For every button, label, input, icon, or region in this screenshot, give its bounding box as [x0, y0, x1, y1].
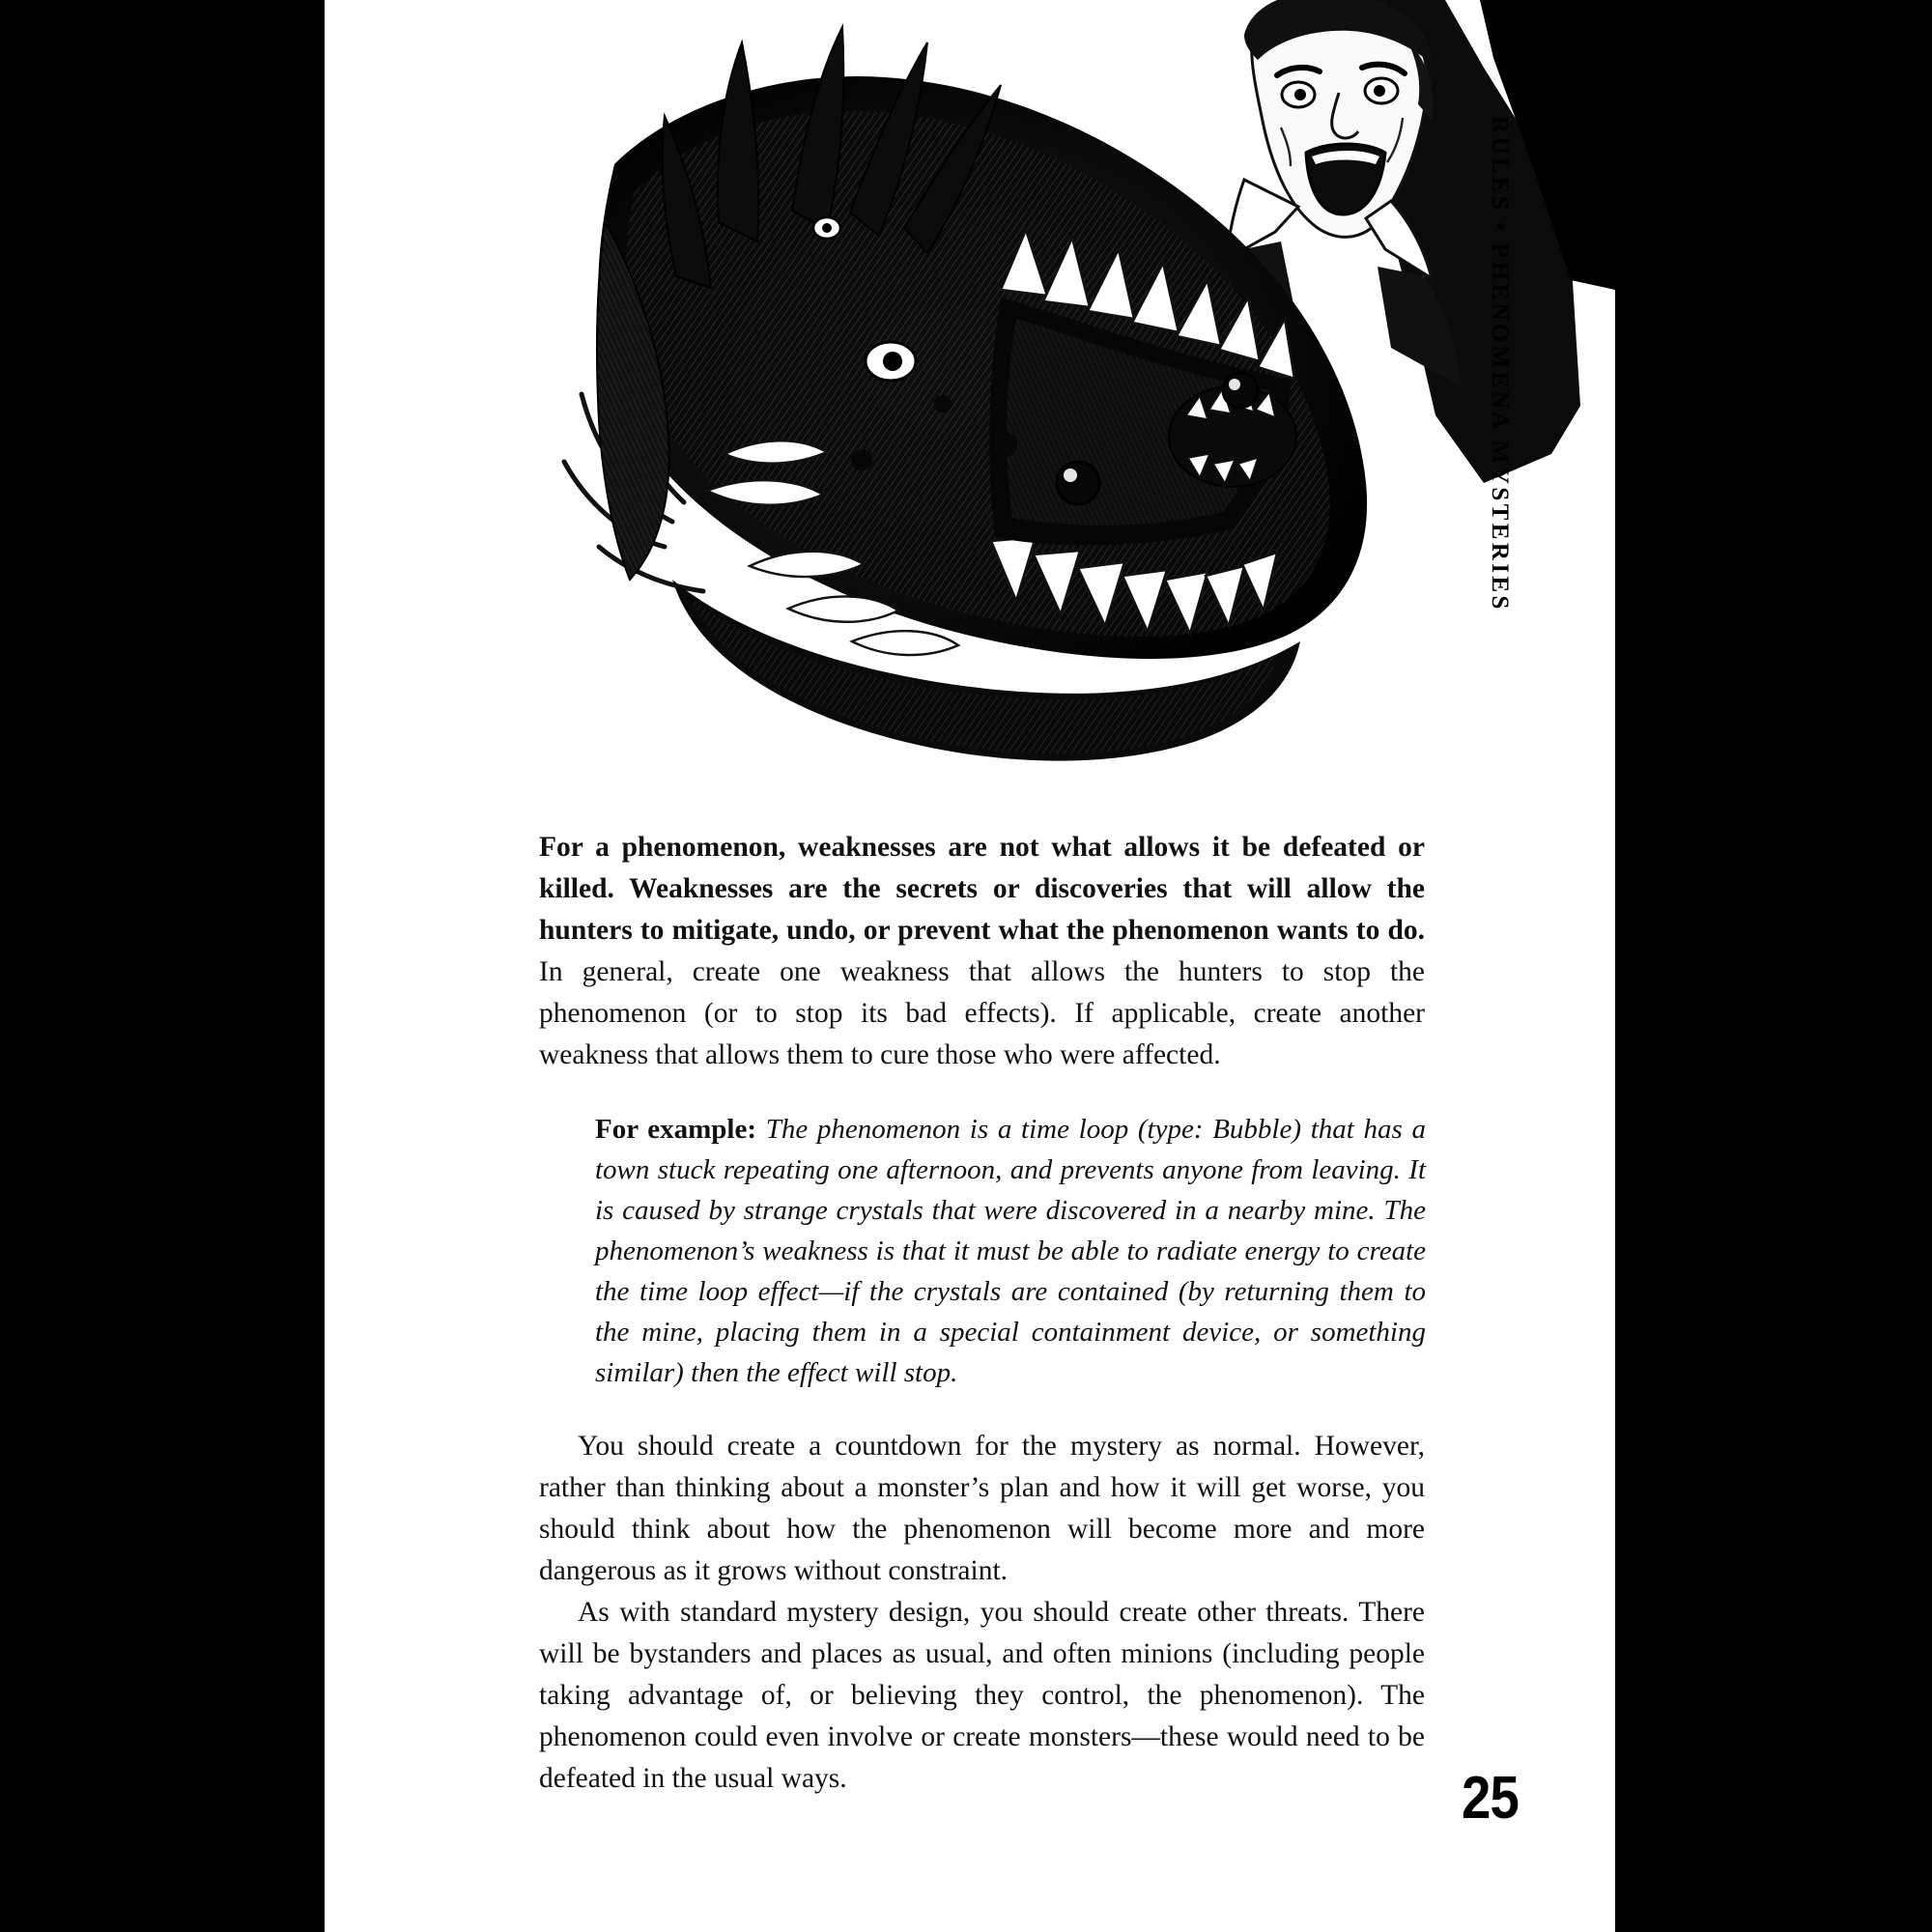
- running-head-text: RULES • PHENOMENA MYSTERIES: [1487, 116, 1513, 612]
- example-paragraph: [595, 1109, 1426, 1393]
- illustration-monster: [325, 0, 1615, 811]
- paragraph-threats: As with standard mystery design, you should create other threats. There will be bystanders and places as usual, and often minions (including people taking advantage of, or believing they control, the phenomenon). The phenomenon could even involve or create monsters—these would need to be defeated in the usual ways.: [539, 1597, 1425, 1794]
- paragraph-weaknesses-bold: For a phenomenon, weaknesses are not what allows it be defeated or killed. Weaknesses are the secrets or discoveries that will allow the hunters to mitigate, undo, or prevent what the phenomenon wants to do.: [539, 832, 1425, 946]
- running-head: [1480, 116, 1519, 715]
- example-block: [595, 1109, 1426, 1393]
- book-page: [325, 0, 1615, 1932]
- body-text: [539, 827, 1425, 1800]
- paragraph-weaknesses-rest: In general, create one weakness that allows the hunters to stop the phenomenon (or to stop its bad effects). If applicable, create another weakness that allows them to cure those who were affected.: [539, 956, 1425, 1070]
- page-number: 25: [1462, 1765, 1519, 1832]
- paragraph-weaknesses: [539, 827, 1425, 1076]
- example-text: The phenomenon is a time loop (type: Bubble) that has a town stuck repeating one afternoon, and prevents anyone from leaving. It is caused by strange crystals that were discovered in a nearby mine. The phenomenon’s weakness is that it must be able to radiate energy to create the time loop effect—if the crystals are contained (by returning them to the mine, placing them in a special containment device, or something similar) then the effect will stop.: [595, 1114, 1426, 1388]
- example-label: For example:: [595, 1114, 757, 1145]
- paragraph-countdown: You should create a countdown for the mystery as normal. However, rather than thinking about a monster’s plan and how it will get worse, you should think about how the phenomenon will become more and more dangerous as it grows without constraint.: [539, 1431, 1425, 1586]
